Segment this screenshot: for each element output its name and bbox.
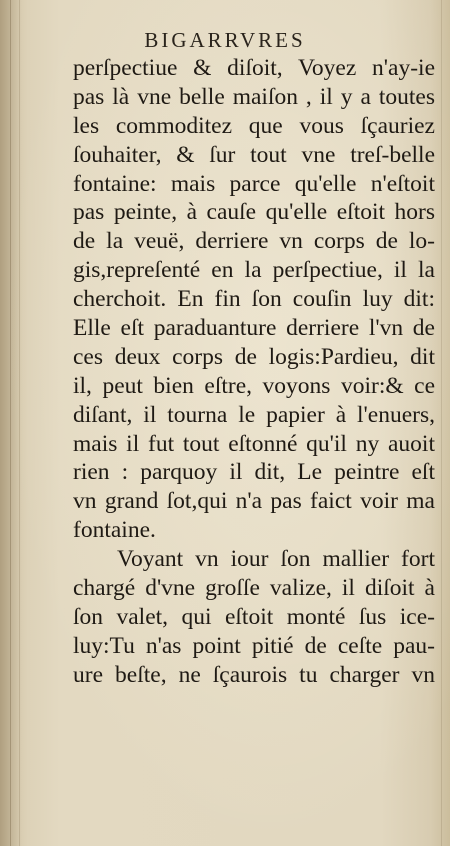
page-edge-line [441, 0, 442, 846]
text-line: ure beſte, ne ſçaurois tu charger vn [73, 661, 435, 688]
binding-shadow-line [10, 0, 11, 846]
text-line: vn grand ſot,qui n'a pas faict voir ma [73, 488, 435, 515]
text-line: Voyant vn iour ſon mallier fort [117, 546, 435, 573]
text-line: ſouhaiter, & ſur tout vne treſ-belle [73, 141, 435, 168]
binding-shadow-line [19, 0, 20, 846]
text-line: il, peut bien eſtre, voyons voir:& ce [73, 372, 435, 399]
text-line: rien : parquoy il dit, Le peintre eſt [73, 459, 435, 486]
text-line: diſant, il tourna le papier à l'enuers, [73, 401, 435, 428]
running-head: BIGARRVRES [144, 28, 306, 52]
text-line: fontaine. [73, 517, 156, 544]
text-line: les commoditez que vous ſçauriez [73, 112, 435, 139]
text-line: ſon valet, qui eſtoit monté ſus ice- [73, 603, 435, 630]
text-line: chargé d'vne groſſe valize, il diſoit à [73, 575, 435, 602]
text-line: ces deux corps de logis:Pardieu, dit [73, 343, 435, 370]
text-line: pas là vne belle maiſon , il y a toutes [73, 83, 435, 110]
text-line: fontaine: mais parce qu'elle n'eſtoit [73, 170, 435, 197]
text-line: de la veuë, derriere vn corps de lo- [73, 228, 435, 255]
text-line: luy:Tu n'as point pitié de ceſte pau- [73, 632, 435, 659]
text-line: Elle eſt paraduanture derriere l'vn de [73, 315, 435, 342]
text-line: mais il fut tout eſtonné qu'il ny auoit [73, 430, 435, 457]
text-line: pas peinte, à cauſe qu'elle eſtoit hors [73, 199, 435, 226]
text-line: cherchoit. En fin ſon couſin luy dit: [73, 286, 435, 313]
text-line: gis,repreſenté en la perſpectiue, il la [73, 257, 435, 284]
text-line: perſpectiue & diſoit, Voyez n'ay-ie [73, 55, 435, 81]
body-text [73, 54, 435, 690]
